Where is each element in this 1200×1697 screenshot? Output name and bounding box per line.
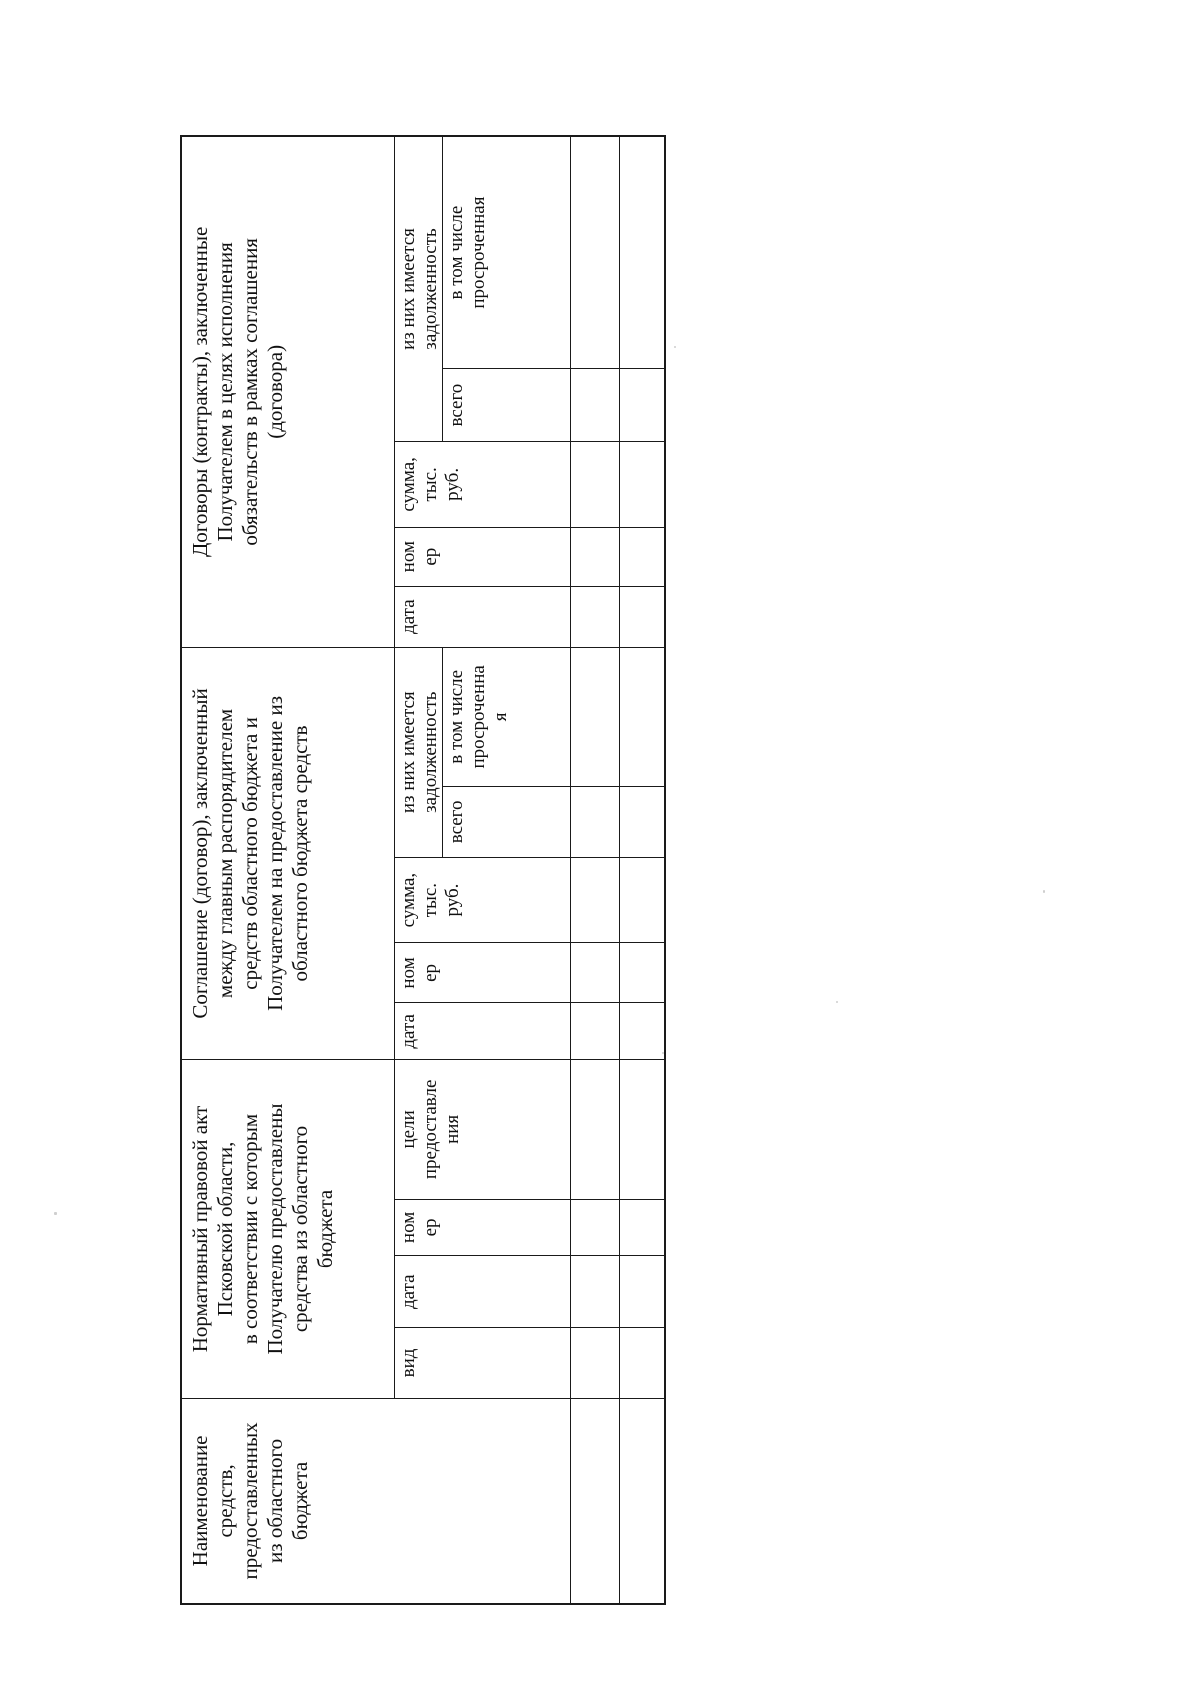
header-contracts-debt bbox=[394, 136, 442, 442]
table-cell bbox=[570, 527, 619, 586]
table-cell bbox=[619, 647, 665, 786]
header-funds-name bbox=[181, 1398, 570, 1604]
header-normative-act bbox=[181, 1060, 394, 1399]
table-cell bbox=[619, 586, 665, 647]
table-cell bbox=[619, 136, 665, 369]
table-cell bbox=[619, 1060, 665, 1199]
header-agreement-debt-text: из них имеется задолженность bbox=[397, 691, 441, 814]
header-agreement-number-text: ном ер bbox=[397, 957, 441, 989]
header-npa-date-text: дата bbox=[397, 1274, 419, 1309]
header-contracts-debt-total-text: всего bbox=[445, 383, 467, 427]
header-agreement-date-text: дата bbox=[397, 1014, 419, 1049]
header-agreement-sum bbox=[394, 857, 570, 943]
header-contracts-number-text: ном ер bbox=[397, 541, 441, 573]
header-agreement-debt-total bbox=[442, 787, 570, 858]
header-contracts-date bbox=[394, 586, 570, 647]
table-cell bbox=[619, 442, 665, 528]
header-agreement-debt-total-text: всего bbox=[445, 800, 467, 844]
header-npa-vid bbox=[394, 1328, 570, 1399]
header-npa-number-text: ном ер bbox=[397, 1211, 441, 1244]
header-npa-number bbox=[394, 1199, 570, 1256]
table-cell bbox=[570, 943, 619, 1003]
header-contracts-debt-text: из них имеется задолженность bbox=[397, 228, 441, 350]
header-contracts-debt-total bbox=[442, 369, 570, 442]
header-contracts-number bbox=[394, 527, 570, 586]
header-npa-purpose bbox=[394, 1060, 570, 1199]
header-contracts-date-text: дата bbox=[397, 599, 419, 634]
table-cell bbox=[570, 1328, 619, 1399]
header-npa-date bbox=[394, 1256, 570, 1328]
header-agreement-number bbox=[394, 943, 570, 1003]
table-cell bbox=[570, 369, 619, 442]
header-contracts-debt-overdue bbox=[442, 136, 570, 369]
table-cell bbox=[570, 787, 619, 858]
table-cell bbox=[570, 1060, 619, 1199]
scan-speck bbox=[674, 346, 676, 348]
funds-report-table bbox=[180, 135, 666, 1605]
header-agreement bbox=[181, 647, 394, 1060]
table-cell bbox=[619, 857, 665, 943]
table-cell bbox=[619, 1003, 665, 1060]
table-cell bbox=[570, 647, 619, 786]
header-contracts-text: Договоры (контракты), заключенные Получателем в целях исполнения обязательств в рамках соглашения (договора) bbox=[188, 226, 287, 558]
header-agreement-debt bbox=[394, 647, 442, 857]
header-agreement-text: Соглашение (договор), заключенный между главным распорядителем средств областного бюджета и Получателем на предоставление из областного бюджета средств bbox=[188, 688, 312, 1019]
table-cell bbox=[570, 586, 619, 647]
rotated-page-content bbox=[180, 135, 650, 1605]
header-row-2 bbox=[394, 136, 442, 1604]
header-agreement-sum-text: сумма, тыс. руб. bbox=[397, 872, 463, 928]
table-row bbox=[570, 136, 619, 1604]
table-cell bbox=[619, 1256, 665, 1328]
table-cell bbox=[619, 787, 665, 858]
header-normative-act-text: Нормативный правовой акт Псковской области, в соответствии с которым Получателю предоставлены средства из областного бюджета bbox=[188, 1103, 337, 1355]
table-cell bbox=[570, 1398, 619, 1604]
table-cell bbox=[570, 857, 619, 943]
scan-speck bbox=[662, 1052, 664, 1054]
table-cell bbox=[619, 1328, 665, 1399]
table-cell bbox=[570, 442, 619, 528]
header-funds-name-text: Наименование средств, предоставленных из областного бюджета bbox=[188, 1422, 312, 1580]
table-row bbox=[619, 136, 665, 1604]
table-cell bbox=[619, 1199, 665, 1256]
table-cell bbox=[570, 1003, 619, 1060]
header-row-1 bbox=[181, 136, 394, 1604]
scan-speck bbox=[1043, 890, 1045, 893]
header-contracts-sum bbox=[394, 442, 570, 528]
header-contracts-sum-text: сумма, тыс. руб. bbox=[397, 457, 463, 512]
table-cell bbox=[570, 136, 619, 369]
scan-speck bbox=[836, 1001, 838, 1003]
header-contracts bbox=[181, 136, 394, 647]
table-cell bbox=[619, 943, 665, 1003]
table-cell bbox=[619, 527, 665, 586]
header-agreement-debt-overdue-text: в том числе просроченна я bbox=[445, 665, 511, 769]
header-agreement-date bbox=[394, 1003, 570, 1060]
table-cell bbox=[619, 1398, 665, 1604]
header-npa-vid-text: вид bbox=[397, 1348, 419, 1378]
header-contracts-debt-overdue-text: в том числе просроченная bbox=[445, 196, 489, 309]
scan-speck bbox=[54, 1212, 57, 1215]
table-cell bbox=[619, 369, 665, 442]
header-agreement-debt-overdue bbox=[442, 647, 570, 786]
header-npa-purpose-text: цели предоставле ния bbox=[397, 1079, 463, 1180]
table-cell bbox=[570, 1256, 619, 1328]
table-cell bbox=[570, 1199, 619, 1256]
